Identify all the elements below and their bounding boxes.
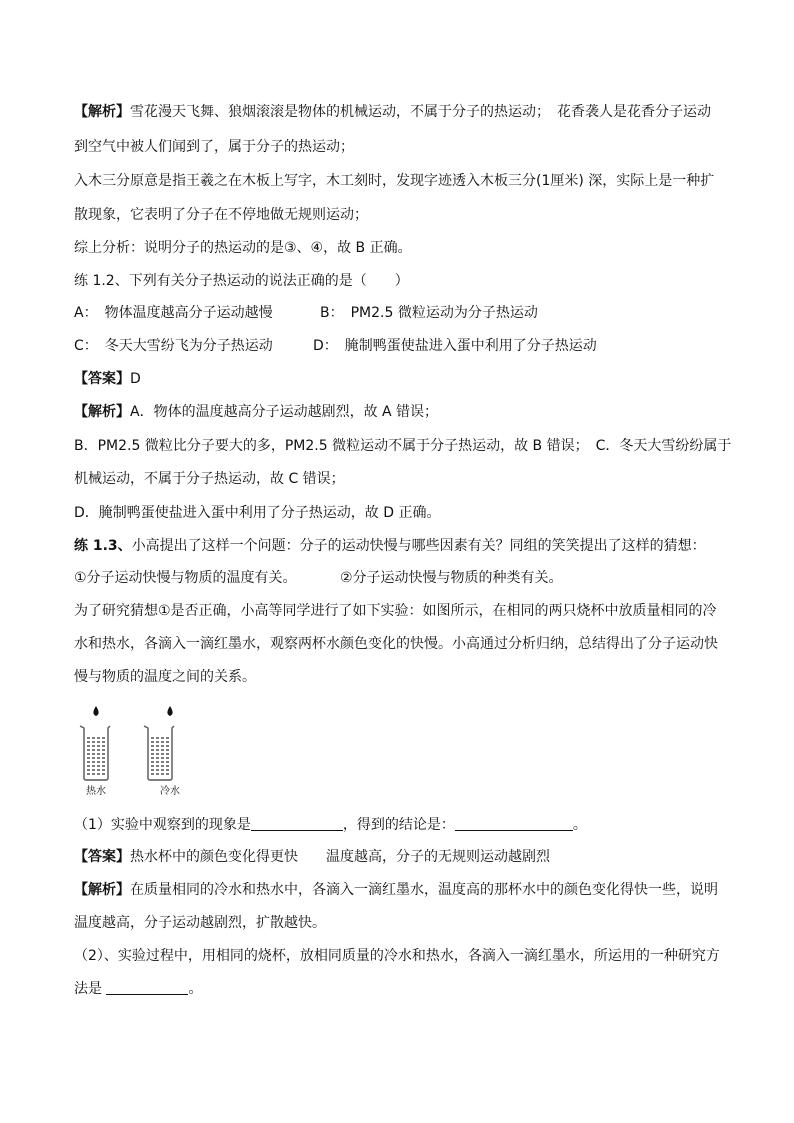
analysis-line-6: B．PM2.5 微粒比分子要大的多，PM2.5 微粒运动不属于分子热运动，故 B 错误； C．冬天大雪纷纷属于 (74, 438, 732, 454)
option-c: C： 冬天大雪纷飞为分子热运动 (74, 338, 273, 354)
analysis-line-3: 入木三分原意是指王羲之在木板上写字，木工刻时，发现字迹透入木板三分(1厘米) 深，实际上是一种扩 (74, 173, 715, 189)
question-1-2: 练 1.2、下列有关分子热运动的说法正确的是（ ） (74, 273, 409, 289)
analysis-line-7: 机械运动，不属于分子热运动，故 C 错误； (74, 471, 345, 487)
answer-tag: 【答案】 (74, 371, 130, 387)
hot-water-label: 热水 (86, 786, 106, 797)
experiment-line-3: 慢与物质的温度之间的关系。 (74, 669, 256, 685)
analysis-tag: 【解析】 (74, 404, 130, 420)
subquestion-1-text: （1）实验中观察到的现象是 (74, 817, 251, 833)
hypothesis-2: ②分子运动快慢与物质的种类有关。 (340, 570, 563, 586)
analysis-line-4: 散现象，它表明了分子在不停地做无规则运动； (74, 207, 368, 223)
analysis-line-8: D．腌制鸭蛋使盐进入蛋中利用了分子热运动，故 D 正确。 (74, 505, 441, 521)
subquestion-2-cont (74, 979, 202, 999)
answer-text: D (130, 371, 141, 387)
analysis-text: 雪花漫天飞舞、狼烟滚滚是物体的机械运动，不属于分子的热运动； 花香袭人是花香分子运动 (130, 104, 711, 120)
hot-water-beaker (80, 706, 110, 780)
answer-tag: 【答案】 (74, 849, 130, 865)
analysis-tag: 【解析】 (74, 882, 130, 898)
question-1-3 (74, 536, 706, 556)
answer-line-2 (74, 847, 550, 867)
analysis-line-10: 温度越高，分子运动越剧烈，扩散越快。 (74, 915, 326, 931)
analysis-line-9 (74, 880, 718, 900)
experiment-line-2: 水和热水，各滴入一滴红墨水，观察两杯水颜色变化的快慢。小高通过分析归纳，总结得出了分子运动快 (74, 636, 718, 652)
ink-drop-icon (93, 706, 98, 716)
answer-blank (455, 816, 573, 831)
cold-water-label: 冷水 (160, 786, 180, 797)
option-d: D： 腌制鸭蛋使盐进入蛋中利用了分子热运动 (313, 338, 597, 354)
cold-water-beaker (144, 706, 174, 780)
subquestion-2-text: 法是 (74, 981, 107, 997)
analysis-tag: 【解析】 (74, 104, 130, 120)
analysis-text: 在质量相同的冷水和热水中，各滴入一滴红墨水，温度高的那杯水中的颜色变化得快一些，说明 (130, 882, 718, 898)
option-b: B： PM2.5 微粒运动为分子热运动 (320, 305, 538, 321)
subquestion-1-text-2: ，得到的结论是： (342, 817, 455, 833)
analysis-text: A．物体的温度越高分子运动越剧烈，故 A 错误； (130, 404, 439, 420)
subquestion-2: （2）、实验过程中，用相同的烧杯，放相同质量的冷水和热水，各滴入一滴红墨水，所运用的一种研究方 (74, 948, 720, 964)
analysis-line-1 (74, 102, 711, 122)
ink-drop-icon (167, 706, 172, 716)
analysis-line-2: 到空气中被人们闻到了，属于分子的热运动； (74, 139, 354, 155)
question-text: 小高提出了这样一个问题：分子的运动快慢与哪些因素有关？同组的笑笑提出了这样的猜想： (131, 538, 706, 554)
subquestion-2-end: 。 (188, 981, 203, 997)
answer-blank (251, 816, 343, 831)
answer-blank (106, 980, 188, 995)
analysis-summary: 综上分析：说明分子的热运动的是③、④，故 B 正确。 (74, 240, 412, 256)
question-tag: 练 1.3、 (74, 538, 132, 554)
subquestion-1 (74, 815, 587, 835)
subquestion-1-end: 。 (572, 817, 587, 833)
option-a: A： 物体温度越高分子运动越慢 (74, 305, 273, 321)
answer-line (74, 369, 141, 389)
analysis-line-5 (74, 402, 438, 422)
answer-text: 热水杯中的颜色变化得更快 温度越高，分子的无规则运动越剧烈 (130, 849, 550, 865)
experiment-line-1: 为了研究猜想①是否正确，小高等同学进行了如下实验：如图所示，在相同的两只烧杯中放质量相同的冷 (74, 603, 717, 619)
hypothesis-1: ①分子运动快慢与物质的温度有关。 (74, 570, 297, 586)
